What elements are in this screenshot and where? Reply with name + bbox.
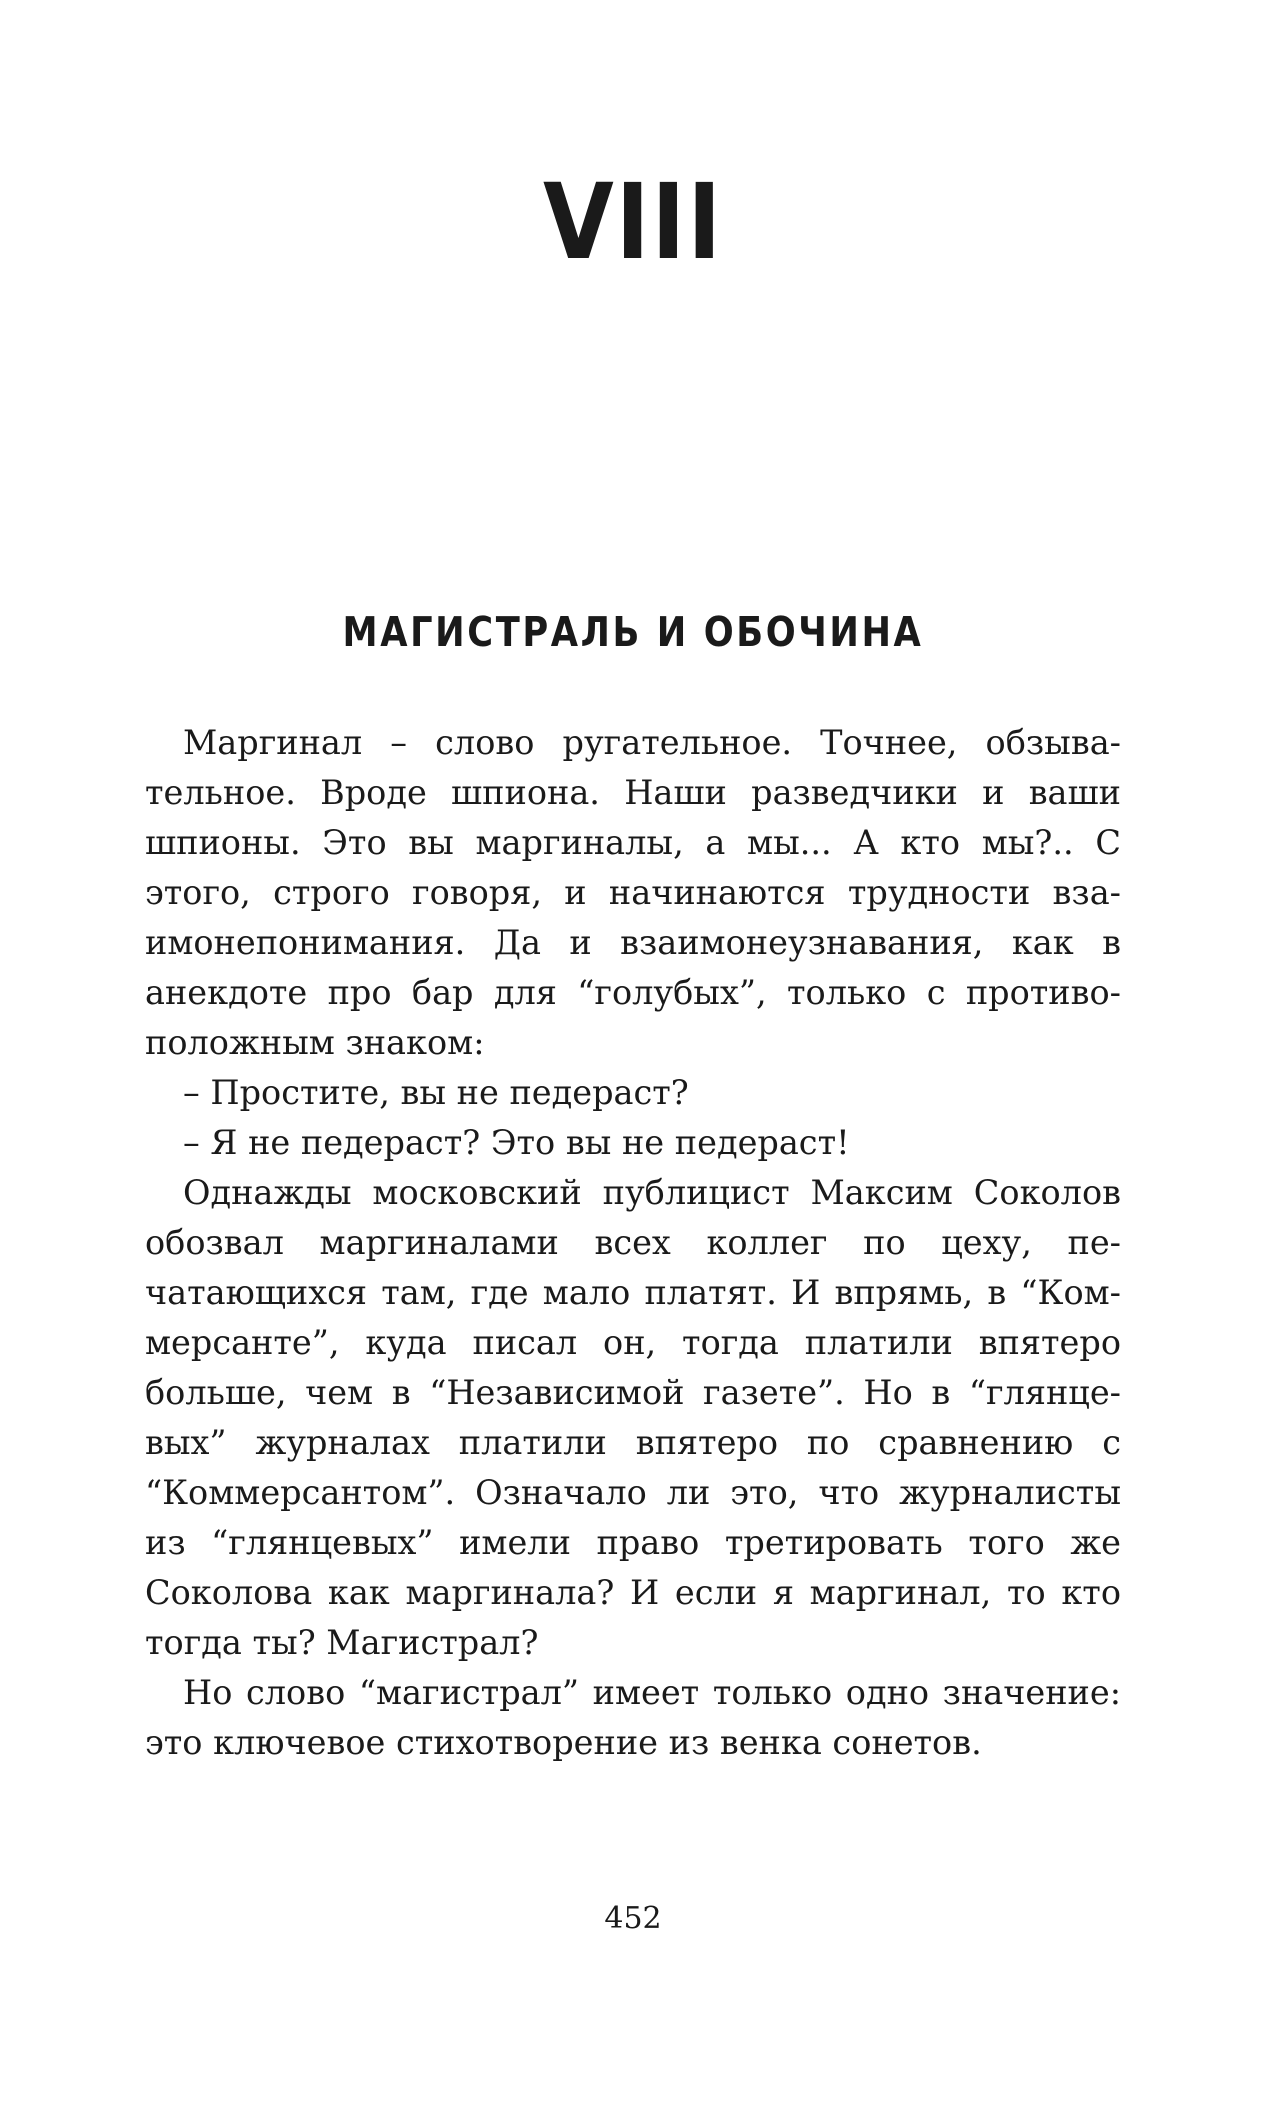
paragraph: Но слово “магистрал” имеет только одно значение: это ключевое стихотворение из венка сонетов. xyxy=(145,1673,1121,1762)
chapter-title: МАГИСТРАЛЬ И ОБОЧИНА xyxy=(342,608,924,656)
paragraph: Маргинал – слово ругательное. Точнее, обзывательное. Вроде шпиона. Наши разведчики и ваши шпионы. Это вы маргиналы, а мы... А кто мы?.. С этого, строго говоря, и начинаются трудности взаимонепонимания. Да и взаимонеузнавания, как в анекдоте про бар для “голубых”, только с противоположным знаком: xyxy=(145,723,1121,1062)
paragraph: Однажды московский публицист Максим Соколов обозвал маргиналами всех коллег по цеху, печатающихся там, где мало платят. И впрямь, в “Коммерсанте”, куда писал он, тогда платили впятеро больше, чем в “Независимой газете”. Но в “глянцевых” журналах платили впятеро по сравнению с “Коммерсантом”. Означало ли это, что журналисты из “глянцевых” имели право третировать того же Соколова как маргинала? И если я маргинал, то кто тогда ты? Магистрал? xyxy=(145,1173,1121,1662)
page-number: 452 xyxy=(604,1901,662,1936)
body-text xyxy=(145,718,1121,1768)
part-number: VIII xyxy=(542,161,724,283)
dialog-line: – Я не педераст? Это вы не педераст! xyxy=(183,1123,850,1162)
dialog-line: – Простите, вы не педераст? xyxy=(183,1073,689,1112)
